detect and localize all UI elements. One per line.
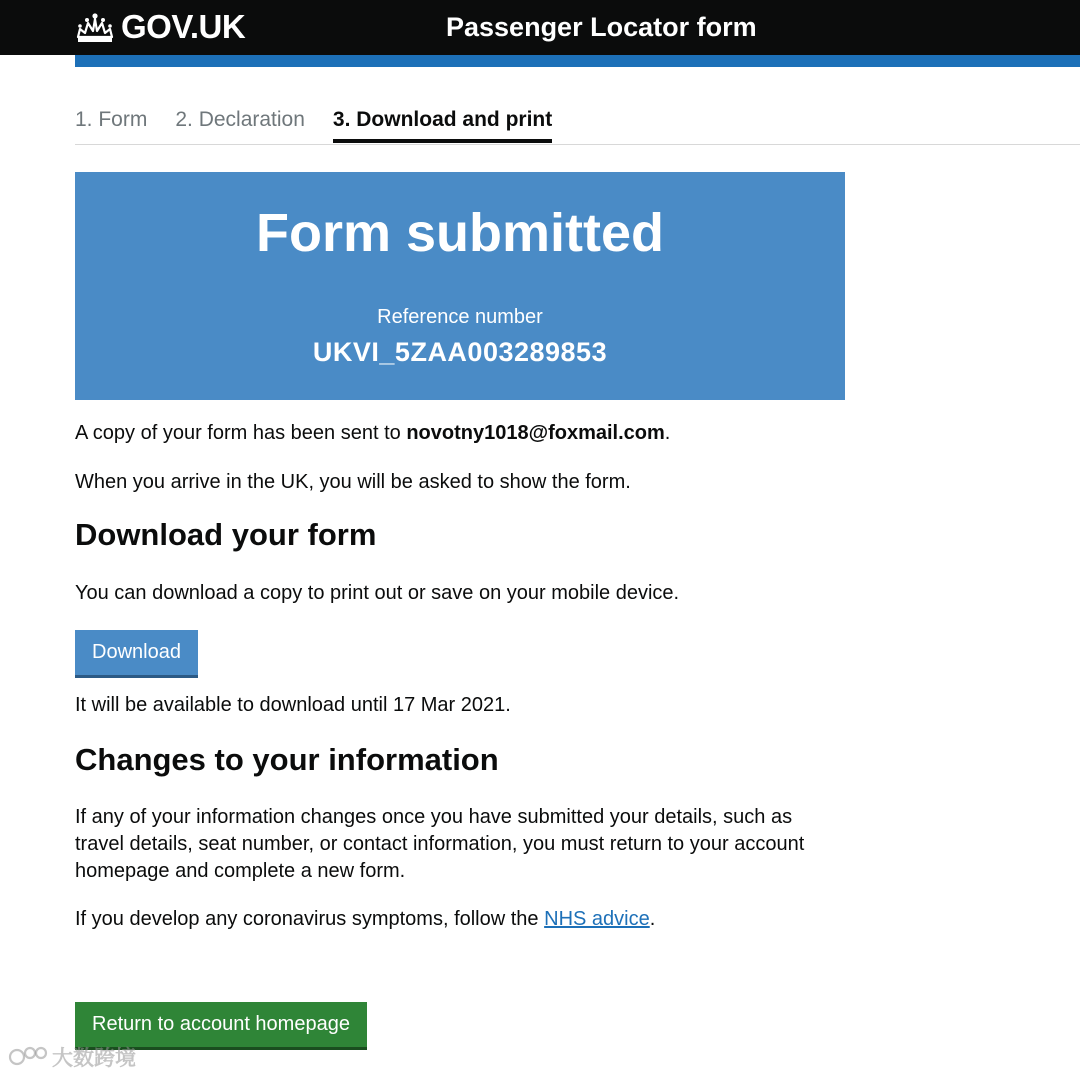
govuk-logo[interactable] [75,8,245,46]
arrival-text: When you arrive in the UK, you will be asked to show the form. [75,471,631,493]
panel-title: Form submitted [255,203,664,263]
reference-label: Reference number [377,306,543,328]
symptoms-text [75,906,855,933]
step-navigation [75,108,580,143]
watermark-logo-icon [8,1045,48,1069]
download-button[interactable]: Download [75,630,198,675]
watermark-text: 大数跨境 [52,1047,136,1070]
copy-sent-text [75,420,855,447]
copy-sent-prefix: A copy of your form has been sent to [75,422,407,444]
changes-body: If any of your information changes once you have submitted your details, such as travel details, seat number, or contact information, you must return to your account homepage and complete a new form. [75,806,805,882]
confirmation-panel [75,172,845,400]
step-declaration[interactable]: 2. Declaration [175,108,305,131]
changes-heading: Changes to your information [75,742,499,777]
site-header [0,0,1080,55]
download-availability: It will be available to download until 17 Mar 2021. [75,694,511,716]
symptoms-prefix: If you develop any coronavirus symptoms, follow the [75,908,545,930]
crown-icon [75,11,115,43]
step-form[interactable]: 1. Form [75,108,148,131]
nhs-advice-link[interactable]: NHS advice [544,908,650,930]
copy-sent-suffix: . [664,422,671,444]
header-accent-bar [75,55,1080,67]
symptoms-suffix: . [649,908,656,930]
download-heading: Download your form [75,517,377,552]
recipient-email: novotny1018@foxmail.com [406,422,665,444]
steps-divider [75,144,1080,145]
download-description: You can download a copy to print out or save on your mobile device. [75,582,680,604]
return-to-account-button[interactable]: Return to account homepage [75,1002,367,1047]
service-name[interactable]: Passenger Locator form [446,12,757,42]
step-download-and-print[interactable]: 3. Download and print [333,108,552,143]
watermark [8,1042,136,1072]
reference-number: UKVI_5ZAA003289853 [312,337,608,367]
logo-text: GOV.UK [121,8,246,45]
